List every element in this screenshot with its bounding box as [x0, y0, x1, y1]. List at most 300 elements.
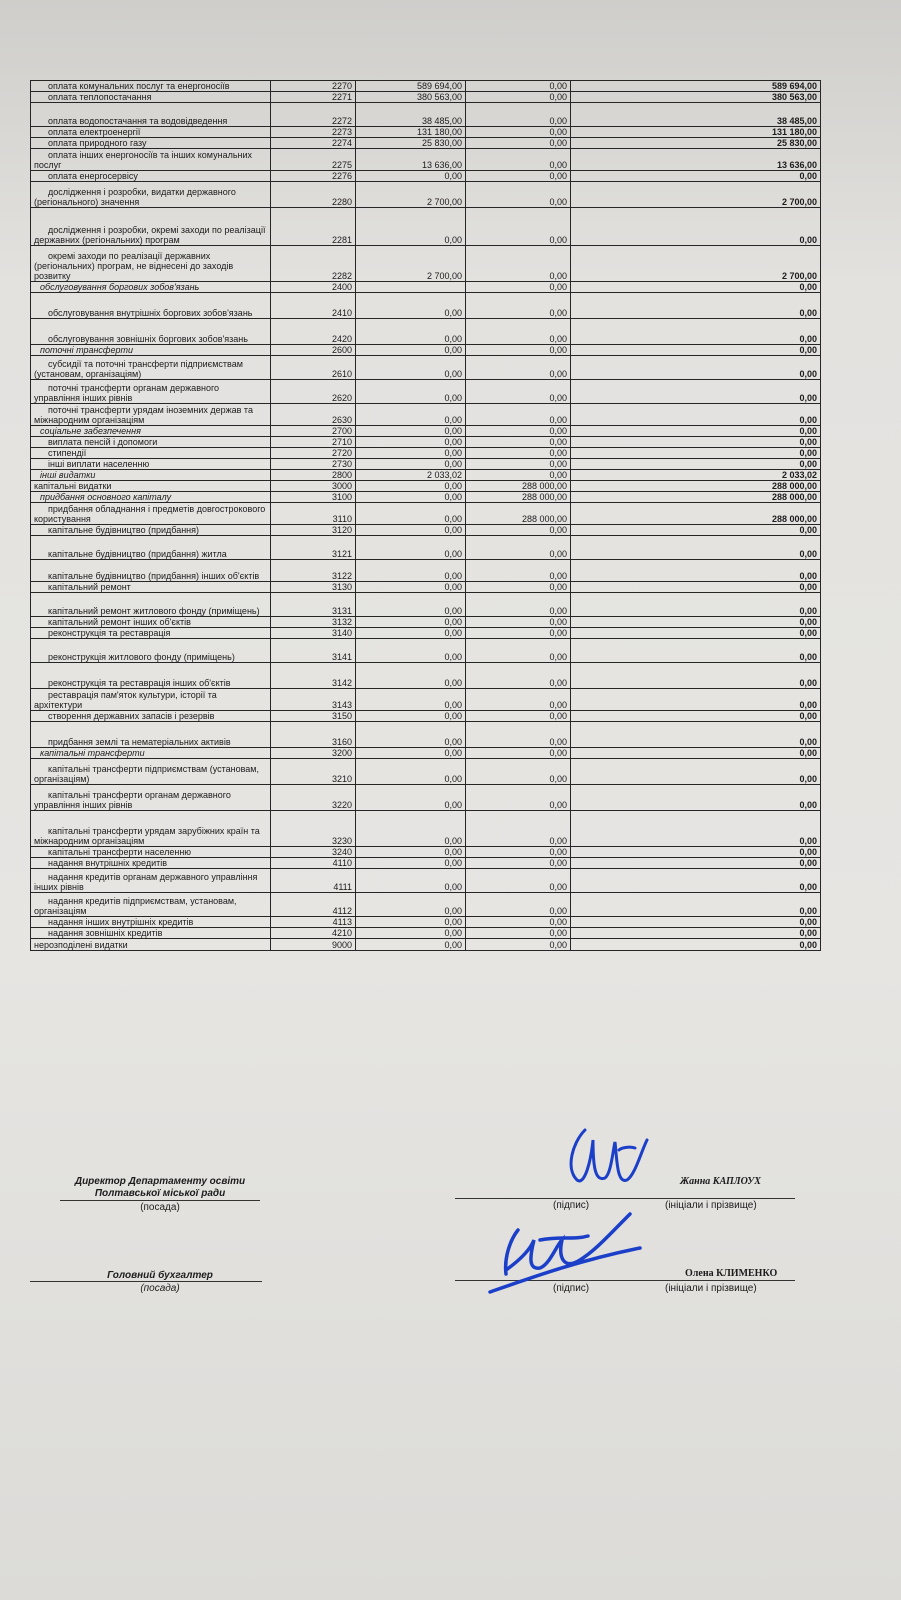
row-total: 2 700,00 — [571, 182, 821, 208]
row-name: капітальне будівництво (придбання) — [31, 525, 271, 536]
table-row — [31, 536, 821, 560]
director-position-line1: Директор Департаменту освіти — [74, 1176, 246, 1187]
row-total: 2 033,02 — [571, 470, 821, 481]
row-total: 0,00 — [571, 893, 821, 917]
row-name: оплата електроенергії — [31, 127, 271, 138]
row-name: надання кредитів підприємствам, установам, організаціям — [31, 893, 271, 917]
row-special-fund: 0,00 — [466, 858, 571, 869]
director-position-caption: (посада) — [140, 1202, 180, 1213]
row-general-fund: 0,00 — [356, 582, 466, 593]
row-name: виплата пенсій і допомоги — [31, 437, 271, 448]
row-code: 4110 — [271, 858, 356, 869]
director-initials-caption: (ініціали і прізвище) — [665, 1200, 757, 1211]
row-special-fund: 0,00 — [466, 138, 571, 149]
row-name: капітальний ремонт житлового фонду (приміщень) — [31, 593, 271, 617]
row-total: 0,00 — [571, 711, 821, 722]
row-total: 0,00 — [571, 319, 821, 345]
row-special-fund: 0,00 — [466, 711, 571, 722]
row-general-fund: 0,00 — [356, 525, 466, 536]
table-row — [31, 869, 821, 893]
row-general-fund: 0,00 — [356, 893, 466, 917]
table-row — [31, 92, 821, 103]
row-name: капітальні видатки — [31, 481, 271, 492]
row-name: обслуговування зовнішніх боргових зобов'язань — [31, 319, 271, 345]
row-name: обслуговування внутрішніх боргових зобов'язань — [31, 293, 271, 319]
table-row — [31, 182, 821, 208]
row-general-fund: 0,00 — [356, 811, 466, 847]
row-general-fund: 589 694,00 — [356, 81, 466, 92]
row-code: 2271 — [271, 92, 356, 103]
table-row — [31, 617, 821, 628]
row-special-fund: 0,00 — [466, 171, 571, 182]
table-row — [31, 103, 821, 127]
row-special-fund: 288 000,00 — [466, 503, 571, 525]
accountant-initials-caption: (ініціали і прізвище) — [665, 1283, 757, 1294]
row-name: капітальне будівництво (придбання) інших об'єктів — [31, 560, 271, 582]
row-name: створення державних запасів і резервів — [31, 711, 271, 722]
table-row — [31, 928, 821, 939]
table-row — [31, 893, 821, 917]
row-total: 0,00 — [571, 811, 821, 847]
row-total: 0,00 — [571, 536, 821, 560]
row-general-fund: 0,00 — [356, 593, 466, 617]
table-row — [31, 722, 821, 748]
row-general-fund: 0,00 — [356, 492, 466, 503]
row-name: реконструкція та реставрація інших об'єктів — [31, 663, 271, 689]
table-row — [31, 560, 821, 582]
row-special-fund: 0,00 — [466, 356, 571, 380]
row-code: 2272 — [271, 103, 356, 127]
table-row — [31, 639, 821, 663]
row-special-fund: 0,00 — [466, 380, 571, 404]
row-code: 3131 — [271, 593, 356, 617]
row-general-fund: 380 563,00 — [356, 92, 466, 103]
table-row — [31, 171, 821, 182]
row-special-fund: 0,00 — [466, 811, 571, 847]
table-row — [31, 404, 821, 426]
director-signature — [555, 1120, 665, 1210]
row-name: поточні трансферти — [31, 345, 271, 356]
row-name: окремі заходи по реалізації державних (регіональних) програм, не віднесені до заходів розвитку — [31, 246, 271, 282]
row-special-fund: 0,00 — [466, 459, 571, 470]
table-row — [31, 81, 821, 92]
row-total: 0,00 — [571, 928, 821, 939]
row-name: капітальний ремонт — [31, 582, 271, 593]
row-name: соціальне забезпечення — [31, 426, 271, 437]
row-total: 0,00 — [571, 404, 821, 426]
row-name: капітальне будівництво (придбання) житла — [31, 536, 271, 560]
table-row — [31, 380, 821, 404]
table-row — [31, 481, 821, 492]
row-general-fund: 0,00 — [356, 847, 466, 858]
row-special-fund: 0,00 — [466, 404, 571, 426]
row-code: 2410 — [271, 293, 356, 319]
table-row — [31, 663, 821, 689]
table-row — [31, 759, 821, 785]
row-name: капітальні трансферти підприємствам (установам, організаціям) — [31, 759, 271, 785]
row-total: 0,00 — [571, 748, 821, 759]
accountant-signature — [470, 1200, 650, 1300]
row-special-fund: 0,00 — [466, 785, 571, 811]
row-name: придбання землі та нематеріальних активів — [31, 722, 271, 748]
row-general-fund: 0,00 — [356, 208, 466, 246]
row-special-fund: 0,00 — [466, 182, 571, 208]
row-code: 3240 — [271, 847, 356, 858]
row-general-fund: 0,00 — [356, 928, 466, 939]
row-code: 4210 — [271, 928, 356, 939]
row-total: 0,00 — [571, 639, 821, 663]
row-name: оплата природного газу — [31, 138, 271, 149]
row-total: 0,00 — [571, 939, 821, 951]
row-code: 4113 — [271, 917, 356, 928]
row-special-fund: 0,00 — [466, 893, 571, 917]
row-name: реконструкція та реставрація — [31, 628, 271, 639]
table-row — [31, 939, 821, 951]
table-row — [31, 858, 821, 869]
table-row — [31, 748, 821, 759]
row-general-fund: 0,00 — [356, 759, 466, 785]
row-general-fund: 0,00 — [356, 448, 466, 459]
row-total: 0,00 — [571, 593, 821, 617]
row-total: 0,00 — [571, 869, 821, 893]
row-code: 2270 — [271, 81, 356, 92]
row-general-fund: 0,00 — [356, 663, 466, 689]
row-general-fund: 0,00 — [356, 858, 466, 869]
row-total: 2 700,00 — [571, 246, 821, 282]
director-position-rule — [60, 1200, 260, 1201]
row-code: 2275 — [271, 149, 356, 171]
row-general-fund: 0,00 — [356, 617, 466, 628]
row-total: 380 563,00 — [571, 92, 821, 103]
director-signature-caption: (підпис) — [553, 1200, 590, 1211]
row-general-fund: 0,00 — [356, 503, 466, 525]
row-general-fund: 2 033,02 — [356, 470, 466, 481]
row-name: обслуговування боргових зобов'язань — [31, 282, 271, 293]
row-total: 0,00 — [571, 208, 821, 246]
row-code: 2281 — [271, 208, 356, 246]
accountant-position-caption: (посада) — [140, 1283, 180, 1294]
row-code: 3230 — [271, 811, 356, 847]
row-general-fund: 0,00 — [356, 722, 466, 748]
row-code: 2400 — [271, 282, 356, 293]
row-special-fund: 0,00 — [466, 208, 571, 246]
table-row — [31, 459, 821, 470]
row-general-fund: 0,00 — [356, 293, 466, 319]
row-total: 25 830,00 — [571, 138, 821, 149]
row-code: 4111 — [271, 869, 356, 893]
table-row — [31, 345, 821, 356]
table-row — [31, 711, 821, 722]
row-code: 3121 — [271, 536, 356, 560]
row-special-fund: 0,00 — [466, 759, 571, 785]
row-special-fund: 0,00 — [466, 345, 571, 356]
row-name: придбання обладнання і предметів довгострокового користування — [31, 503, 271, 525]
row-total: 0,00 — [571, 785, 821, 811]
table-row — [31, 785, 821, 811]
table-row — [31, 492, 821, 503]
row-name: капітальні трансферти — [31, 748, 271, 759]
row-general-fund: 2 700,00 — [356, 182, 466, 208]
row-total: 0,00 — [571, 448, 821, 459]
row-code: 3160 — [271, 722, 356, 748]
table-row — [31, 811, 821, 847]
row-special-fund: 0,00 — [466, 748, 571, 759]
row-general-fund: 0,00 — [356, 560, 466, 582]
row-total: 13 636,00 — [571, 149, 821, 171]
row-special-fund: 0,00 — [466, 536, 571, 560]
row-special-fund: 0,00 — [466, 103, 571, 127]
table-row — [31, 426, 821, 437]
row-name: реставрація пам'яток культури, історії та архітектури — [31, 689, 271, 711]
row-total: 0,00 — [571, 437, 821, 448]
row-code: 3150 — [271, 711, 356, 722]
row-special-fund: 0,00 — [466, 582, 571, 593]
row-special-fund: 0,00 — [466, 593, 571, 617]
table-row — [31, 470, 821, 481]
row-special-fund: 0,00 — [466, 81, 571, 92]
row-code: 2280 — [271, 182, 356, 208]
row-code: 9000 — [271, 939, 356, 951]
row-special-fund: 0,00 — [466, 560, 571, 582]
row-name: субсидії та поточні трансферти підприємствам (установам, організаціям) — [31, 356, 271, 380]
accountant-position-rule — [30, 1281, 262, 1282]
row-special-fund: 288 000,00 — [466, 481, 571, 492]
row-code: 2720 — [271, 448, 356, 459]
row-total: 589 694,00 — [571, 81, 821, 92]
row-total: 0,00 — [571, 560, 821, 582]
row-code: 3140 — [271, 628, 356, 639]
row-general-fund: 13 636,00 — [356, 149, 466, 171]
row-general-fund: 0,00 — [356, 917, 466, 928]
row-name: дослідження і розробки, окремі заходи по реалізації державних (регіональних) програм — [31, 208, 271, 246]
row-total: 0,00 — [571, 345, 821, 356]
row-special-fund: 0,00 — [466, 689, 571, 711]
row-code: 2730 — [271, 459, 356, 470]
row-general-fund: 0,00 — [356, 939, 466, 951]
row-total: 0,00 — [571, 356, 821, 380]
table-row — [31, 525, 821, 536]
row-total: 0,00 — [571, 689, 821, 711]
table-row — [31, 689, 821, 711]
row-code: 2273 — [271, 127, 356, 138]
row-special-fund: 0,00 — [466, 628, 571, 639]
row-code: 3132 — [271, 617, 356, 628]
table-row — [31, 847, 821, 858]
row-code: 2620 — [271, 380, 356, 404]
row-general-fund: 0,00 — [356, 380, 466, 404]
row-name: капітальні трансферти урядам зарубіжних країн та міжнародним організаціям — [31, 811, 271, 847]
row-general-fund: 0,00 — [356, 437, 466, 448]
row-general-fund: 0,00 — [356, 481, 466, 492]
row-total: 0,00 — [571, 617, 821, 628]
row-total: 0,00 — [571, 171, 821, 182]
row-name: придбання основного капіталу — [31, 492, 271, 503]
row-code: 2700 — [271, 426, 356, 437]
expenditure-table-body — [31, 81, 821, 951]
row-special-fund: 0,00 — [466, 149, 571, 171]
row-name: нерозподілені видатки — [31, 939, 271, 951]
row-general-fund: 0,00 — [356, 171, 466, 182]
row-code: 2276 — [271, 171, 356, 182]
table-row — [31, 127, 821, 138]
row-total: 288 000,00 — [571, 481, 821, 492]
table-row — [31, 628, 821, 639]
row-code: 2600 — [271, 345, 356, 356]
row-code: 2610 — [271, 356, 356, 380]
row-name: стипендії — [31, 448, 271, 459]
row-general-fund: 131 180,00 — [356, 127, 466, 138]
row-code: 2274 — [271, 138, 356, 149]
row-general-fund: 0,00 — [356, 404, 466, 426]
row-general-fund: 0,00 — [356, 711, 466, 722]
row-total: 0,00 — [571, 525, 821, 536]
row-special-fund: 0,00 — [466, 617, 571, 628]
row-special-fund: 0,00 — [466, 426, 571, 437]
table-row — [31, 138, 821, 149]
table-row — [31, 208, 821, 246]
row-special-fund: 0,00 — [466, 319, 571, 345]
row-total: 0,00 — [571, 759, 821, 785]
row-code: 2282 — [271, 246, 356, 282]
row-total: 131 180,00 — [571, 127, 821, 138]
row-total: 0,00 — [571, 282, 821, 293]
row-general-fund: 38 485,00 — [356, 103, 466, 127]
row-total: 0,00 — [571, 459, 821, 470]
row-code: 4112 — [271, 893, 356, 917]
row-code: 2800 — [271, 470, 356, 481]
row-code: 2710 — [271, 437, 356, 448]
row-special-fund: 0,00 — [466, 939, 571, 951]
row-general-fund: 0,00 — [356, 319, 466, 345]
row-name: інші виплати населенню — [31, 459, 271, 470]
row-code: 3200 — [271, 748, 356, 759]
table-row — [31, 593, 821, 617]
row-name: дослідження і розробки, видатки державного (регіонального) значення — [31, 182, 271, 208]
row-special-fund: 0,00 — [466, 246, 571, 282]
row-total: 0,00 — [571, 426, 821, 437]
table-row — [31, 582, 821, 593]
row-general-fund: 0,00 — [356, 869, 466, 893]
row-name: оплата комунальних послуг та енергоносіїв — [31, 81, 271, 92]
row-name: реконструкція житлового фонду (приміщень) — [31, 639, 271, 663]
row-total: 0,00 — [571, 582, 821, 593]
row-special-fund: 0,00 — [466, 127, 571, 138]
table-row — [31, 448, 821, 459]
row-name: оплата енергосервісу — [31, 171, 271, 182]
row-general-fund: 25 830,00 — [356, 138, 466, 149]
row-general-fund: 0,00 — [356, 748, 466, 759]
row-total: 0,00 — [571, 628, 821, 639]
row-code: 3000 — [271, 481, 356, 492]
row-special-fund: 0,00 — [466, 437, 571, 448]
row-code: 3220 — [271, 785, 356, 811]
row-name: оплата інших енергоносіїв та інших комунальних послуг — [31, 149, 271, 171]
row-special-fund: 288 000,00 — [466, 492, 571, 503]
row-total: 0,00 — [571, 917, 821, 928]
row-name: оплата теплопостачання — [31, 92, 271, 103]
row-general-fund: 0,00 — [356, 345, 466, 356]
row-special-fund: 0,00 — [466, 663, 571, 689]
row-special-fund: 0,00 — [466, 525, 571, 536]
row-name: капітальний ремонт інших об'єктів — [31, 617, 271, 628]
table-row — [31, 319, 821, 345]
row-total: 288 000,00 — [571, 492, 821, 503]
row-general-fund: 0,00 — [356, 689, 466, 711]
table-row — [31, 282, 821, 293]
row-total: 0,00 — [571, 380, 821, 404]
row-general-fund: 2 700,00 — [356, 246, 466, 282]
row-code: 3110 — [271, 503, 356, 525]
row-special-fund: 0,00 — [466, 448, 571, 459]
row-general-fund — [356, 282, 466, 293]
row-name: надання внутрішніх кредитів — [31, 858, 271, 869]
row-name: капітальні трансферти населенню — [31, 847, 271, 858]
table-row — [31, 293, 821, 319]
row-total: 0,00 — [571, 293, 821, 319]
row-name: інші видатки — [31, 470, 271, 481]
row-total: 38 485,00 — [571, 103, 821, 127]
row-general-fund: 0,00 — [356, 785, 466, 811]
table-row — [31, 917, 821, 928]
row-general-fund: 0,00 — [356, 628, 466, 639]
row-code: 2420 — [271, 319, 356, 345]
row-total: 288 000,00 — [571, 503, 821, 525]
accountant-name: Олена КЛИМЕНКО — [685, 1268, 778, 1279]
expenditure-table — [30, 80, 821, 951]
row-code: 3210 — [271, 759, 356, 785]
row-code: 3120 — [271, 525, 356, 536]
row-code: 3122 — [271, 560, 356, 582]
row-name: капітальні трансферти органам державного управління інших рівнів — [31, 785, 271, 811]
director-position-line2: Полтавської міської ради — [94, 1188, 226, 1199]
row-code: 3142 — [271, 663, 356, 689]
table-row — [31, 503, 821, 525]
row-special-fund: 0,00 — [466, 722, 571, 748]
row-code: 3100 — [271, 492, 356, 503]
accountant-signature-caption: (підпис) — [553, 1283, 590, 1294]
row-special-fund: 0,00 — [466, 293, 571, 319]
row-name: поточні трансферти органам державного управління інших рівнів — [31, 380, 271, 404]
row-general-fund: 0,00 — [356, 639, 466, 663]
row-special-fund: 0,00 — [466, 847, 571, 858]
table-row — [31, 356, 821, 380]
table-row — [31, 437, 821, 448]
row-total: 0,00 — [571, 722, 821, 748]
row-total: 0,00 — [571, 858, 821, 869]
row-name: надання зовнішніх кредитів — [31, 928, 271, 939]
row-general-fund: 0,00 — [356, 459, 466, 470]
row-name: надання інших внутрішніх кредитів — [31, 917, 271, 928]
row-total: 0,00 — [571, 663, 821, 689]
row-code: 3141 — [271, 639, 356, 663]
row-special-fund: 0,00 — [466, 917, 571, 928]
row-special-fund: 0,00 — [466, 282, 571, 293]
row-special-fund: 0,00 — [466, 928, 571, 939]
row-total: 0,00 — [571, 847, 821, 858]
row-code: 3143 — [271, 689, 356, 711]
table-row — [31, 246, 821, 282]
row-name: поточні трансферти урядам іноземних держав та міжнародним організаціям — [31, 404, 271, 426]
table-row — [31, 149, 821, 171]
row-special-fund: 0,00 — [466, 639, 571, 663]
row-special-fund: 0,00 — [466, 92, 571, 103]
accountant-position: Головний бухгалтер — [107, 1270, 213, 1281]
row-general-fund: 0,00 — [356, 356, 466, 380]
row-special-fund: 0,00 — [466, 470, 571, 481]
row-name: оплата водопостачання та водовідведення — [31, 103, 271, 127]
row-special-fund: 0,00 — [466, 869, 571, 893]
row-name: надання кредитів органам державного управління інших рівнів — [31, 869, 271, 893]
